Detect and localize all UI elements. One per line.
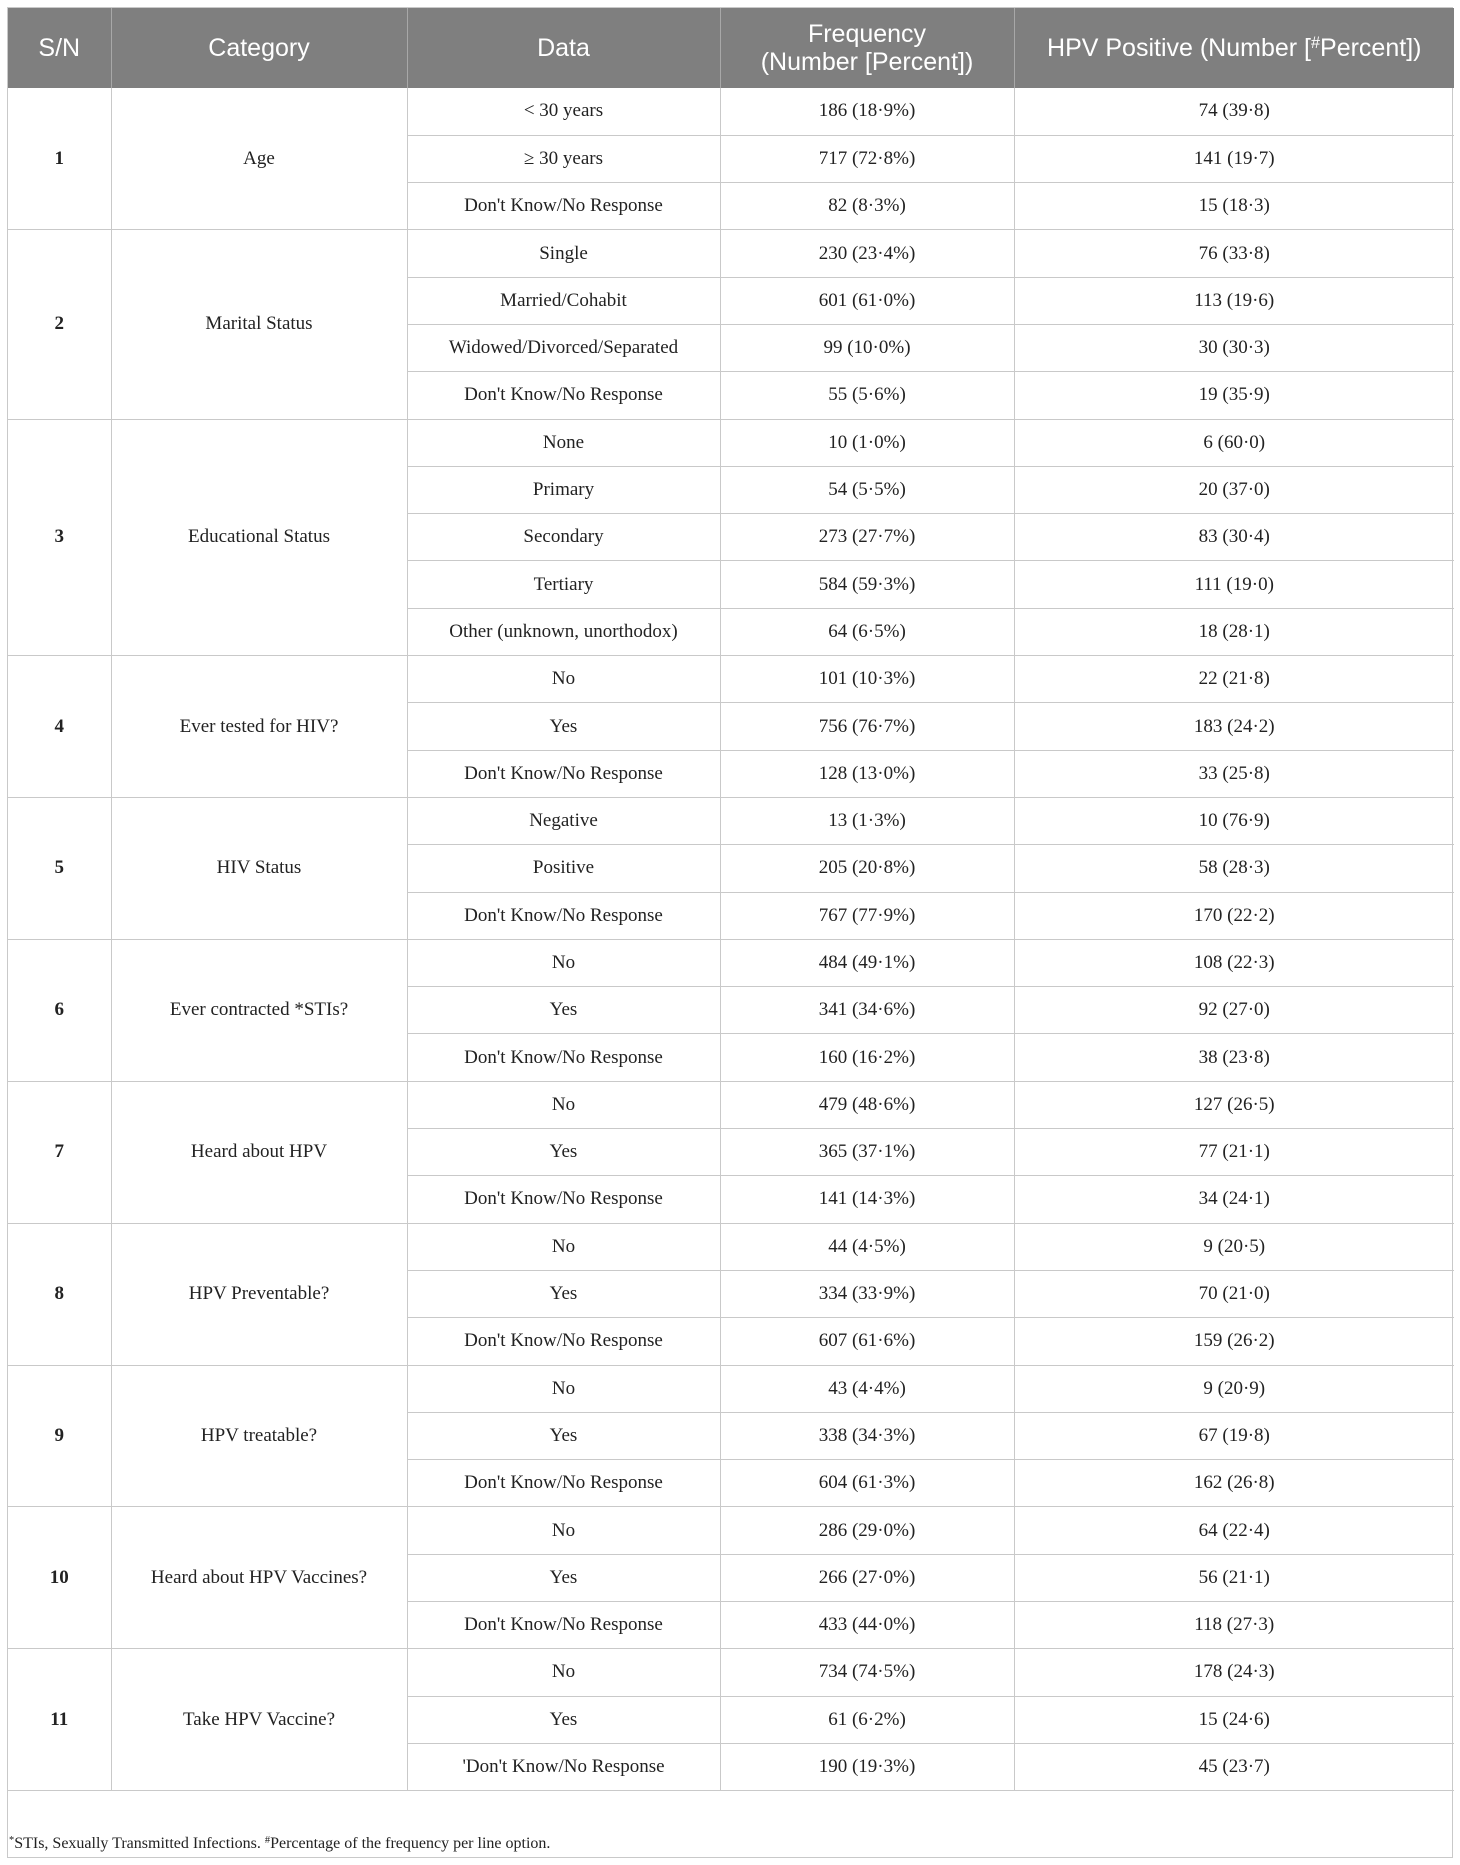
cell-frequency: 186 (18·9%) [720,88,1014,135]
table-header [8,8,1454,88]
cell-hpv-positive: 10 (76·9) [1014,797,1454,844]
cell-frequency: 54 (5·5%) [720,466,1014,513]
table-row [8,88,1454,135]
cell-hpv-positive: 45 (23·7) [1014,1743,1454,1790]
cell-hpv-positive: 30 (30·3) [1014,324,1454,371]
cell-hpv-positive: 34 (24·1) [1014,1176,1454,1223]
cell-data: Yes [407,987,720,1034]
table-row [8,656,1454,703]
header-frequency-line2: (Number [Percent]) [760,48,974,76]
cell-hpv-positive: 56 (21·1) [1014,1554,1454,1601]
cell-frequency: 190 (19·3%) [720,1743,1014,1790]
cell-frequency: 341 (34·6%) [720,987,1014,1034]
table-row [8,939,1454,986]
table-row [8,1223,1454,1270]
cell-data: No [407,1365,720,1412]
cell-frequency: 128 (13·0%) [720,750,1014,797]
cell-data: 'Don't Know/No Response [407,1743,720,1790]
cell-frequency: 479 (48·6%) [720,1081,1014,1128]
cell-frequency: 230 (23·4%) [720,230,1014,277]
cell-data: Yes [407,703,720,750]
cell-data: Don't Know/No Response [407,372,720,419]
cell-data: No [407,1223,720,1270]
cell-sn: 1 [8,88,111,230]
cell-category: Marital Status [111,230,407,419]
cell-hpv-positive: 22 (21·8) [1014,656,1454,703]
cell-hpv-positive: 183 (24·2) [1014,703,1454,750]
cell-hpv-positive: 70 (21·0) [1014,1270,1454,1317]
cell-sn: 6 [8,939,111,1081]
table-row [8,1081,1454,1128]
cell-hpv-positive: 170 (22·2) [1014,892,1454,939]
cell-data: Married/Cohabit [407,277,720,324]
table-row [8,1649,1454,1696]
cell-frequency: 717 (72·8%) [720,135,1014,182]
cell-frequency: 10 (1·0%) [720,419,1014,466]
cell-hpv-positive: 127 (26·5) [1014,1081,1454,1128]
cell-hpv-positive: 92 (27·0) [1014,987,1454,1034]
cell-frequency: 160 (16·2%) [720,1034,1014,1081]
cell-data: No [407,656,720,703]
cell-data: Don't Know/No Response [407,1602,720,1649]
cell-frequency: 767 (77·9%) [720,892,1014,939]
cell-data: Don't Know/No Response [407,1034,720,1081]
cell-category: HPV treatable? [111,1365,407,1507]
cell-frequency: 433 (44·0%) [720,1602,1014,1649]
cell-hpv-positive: 111 (19·0) [1014,561,1454,608]
cell-data: Don't Know/No Response [407,750,720,797]
cell-frequency: 338 (34·3%) [720,1412,1014,1459]
cell-hpv-positive: 178 (24·3) [1014,1649,1454,1696]
cell-frequency: 334 (33·9%) [720,1270,1014,1317]
cell-frequency: 13 (1·3%) [720,797,1014,844]
cell-frequency: 99 (10·0%) [720,324,1014,371]
cell-data: Widowed/Divorced/Separated [407,324,720,371]
cell-category: Educational Status [111,419,407,655]
table-row [8,230,1454,277]
cell-data: Yes [407,1554,720,1601]
cell-hpv-positive: 76 (33·8) [1014,230,1454,277]
footnote-text1: STIs, Sexually Transmitted Infections. [14,1835,265,1852]
table-body [8,88,1454,1791]
cell-hpv-positive: 108 (22·3) [1014,939,1454,986]
cell-category: HPV Preventable? [111,1223,407,1365]
cell-hpv-positive: 38 (23·8) [1014,1034,1454,1081]
cell-frequency: 607 (61·6%) [720,1318,1014,1365]
cell-hpv-positive: 141 (19·7) [1014,135,1454,182]
cell-data: Yes [407,1129,720,1176]
cell-data: Yes [407,1412,720,1459]
cell-frequency: 273 (27·7%) [720,514,1014,561]
cell-hpv-positive: 113 (19·6) [1014,277,1454,324]
cell-data: Other (unknown, unorthodox) [407,608,720,655]
cell-frequency: 365 (37·1%) [720,1129,1014,1176]
cell-sn: 3 [8,419,111,655]
cell-data: Yes [407,1696,720,1743]
cell-data: Tertiary [407,561,720,608]
cell-data: Single [407,230,720,277]
cell-hpv-positive: 20 (37·0) [1014,466,1454,513]
cell-sn: 5 [8,797,111,939]
cell-hpv-positive: 58 (28·3) [1014,845,1454,892]
cell-hpv-positive: 74 (39·8) [1014,88,1454,135]
cell-hpv-positive: 118 (27·3) [1014,1602,1454,1649]
footnote-sup1: * [9,1834,15,1846]
header-hpv-sup: # [1310,33,1321,52]
cell-category: HIV Status [111,797,407,939]
table-row [8,419,1454,466]
cell-data: Primary [407,466,720,513]
cell-frequency: 44 (4·5%) [720,1223,1014,1270]
cell-hpv-positive: 9 (20·9) [1014,1365,1454,1412]
cell-frequency: 82 (8·3%) [720,183,1014,230]
cell-data: Negative [407,797,720,844]
table-row [8,1507,1454,1554]
cell-data: < 30 years [407,88,720,135]
cell-hpv-positive: 77 (21·1) [1014,1129,1454,1176]
header-hpv-prefix: HPV Positive (Number [ [1047,34,1311,62]
cell-hpv-positive: 162 (26·8) [1014,1460,1454,1507]
cell-sn: 9 [8,1365,111,1507]
cell-data: Don't Know/No Response [407,1176,720,1223]
cell-category: Heard about HPV Vaccines? [111,1507,407,1649]
cell-frequency: 484 (49·1%) [720,939,1014,986]
cell-frequency: 286 (29·0%) [720,1507,1014,1554]
table-row [8,1365,1454,1412]
cell-frequency: 64 (6·5%) [720,608,1014,655]
cell-hpv-positive: 64 (22·4) [1014,1507,1454,1554]
cell-category: Heard about HPV [111,1081,407,1223]
header-hpv-positive [1014,8,1454,88]
footnote-text2: Percentage of the frequency per line option. [270,1835,551,1852]
table-frame [7,7,1453,1858]
header-data: Data [407,8,720,88]
cell-hpv-positive: 19 (35·9) [1014,372,1454,419]
cell-frequency: 604 (61·3%) [720,1460,1014,1507]
cell-data: Don't Know/No Response [407,1318,720,1365]
cell-data: No [407,1649,720,1696]
table-row [8,797,1454,844]
cell-frequency: 61 (6·2%) [720,1696,1014,1743]
header-hpv-suffix: Percent]) [1320,34,1422,62]
footnote [8,1835,1455,1853]
cell-data: Secondary [407,514,720,561]
cell-sn: 2 [8,230,111,419]
cell-data: Positive [407,845,720,892]
cell-frequency: 141 (14·3%) [720,1176,1014,1223]
cell-frequency: 55 (5·6%) [720,372,1014,419]
cell-data: Don't Know/No Response [407,892,720,939]
cell-frequency: 266 (27·0%) [720,1554,1014,1601]
cell-sn: 11 [8,1649,111,1791]
cell-frequency: 43 (4·4%) [720,1365,1014,1412]
cell-hpv-positive: 67 (19·8) [1014,1412,1454,1459]
cell-hpv-positive: 15 (24·6) [1014,1696,1454,1743]
cell-frequency: 601 (61·0%) [720,277,1014,324]
cell-category: Ever tested for HIV? [111,656,407,798]
cell-sn: 4 [8,656,111,798]
hpv-data-table [8,8,1454,1791]
cell-hpv-positive: 9 (20·5) [1014,1223,1454,1270]
cell-hpv-positive: 33 (25·8) [1014,750,1454,797]
cell-hpv-positive: 15 (18·3) [1014,183,1454,230]
cell-data: Don't Know/No Response [407,183,720,230]
cell-frequency: 584 (59·3%) [720,561,1014,608]
cell-sn: 7 [8,1081,111,1223]
cell-data: ≥ 30 years [407,135,720,182]
footnote-sup2: # [264,1834,271,1846]
cell-category: Age [111,88,407,230]
header-sn: S/N [8,8,111,88]
cell-data: Don't Know/No Response [407,1460,720,1507]
cell-category: Ever contracted *STIs? [111,939,407,1081]
cell-frequency: 756 (76·7%) [720,703,1014,750]
cell-hpv-positive: 159 (26·2) [1014,1318,1454,1365]
cell-sn: 10 [8,1507,111,1649]
cell-sn: 8 [8,1223,111,1365]
cell-data: None [407,419,720,466]
cell-data: No [407,939,720,986]
cell-frequency: 205 (20·8%) [720,845,1014,892]
cell-data: No [407,1507,720,1554]
header-category: Category [111,8,407,88]
cell-hpv-positive: 6 (60·0) [1014,419,1454,466]
cell-data: No [407,1081,720,1128]
cell-hpv-positive: 18 (28·1) [1014,608,1454,655]
header-frequency [720,8,1014,88]
cell-hpv-positive: 83 (30·4) [1014,514,1454,561]
cell-category: Take HPV Vaccine? [111,1649,407,1791]
cell-frequency: 734 (74·5%) [720,1649,1014,1696]
header-frequency-line1: Frequency [807,20,927,48]
cell-frequency: 101 (10·3%) [720,656,1014,703]
cell-data: Yes [407,1270,720,1317]
